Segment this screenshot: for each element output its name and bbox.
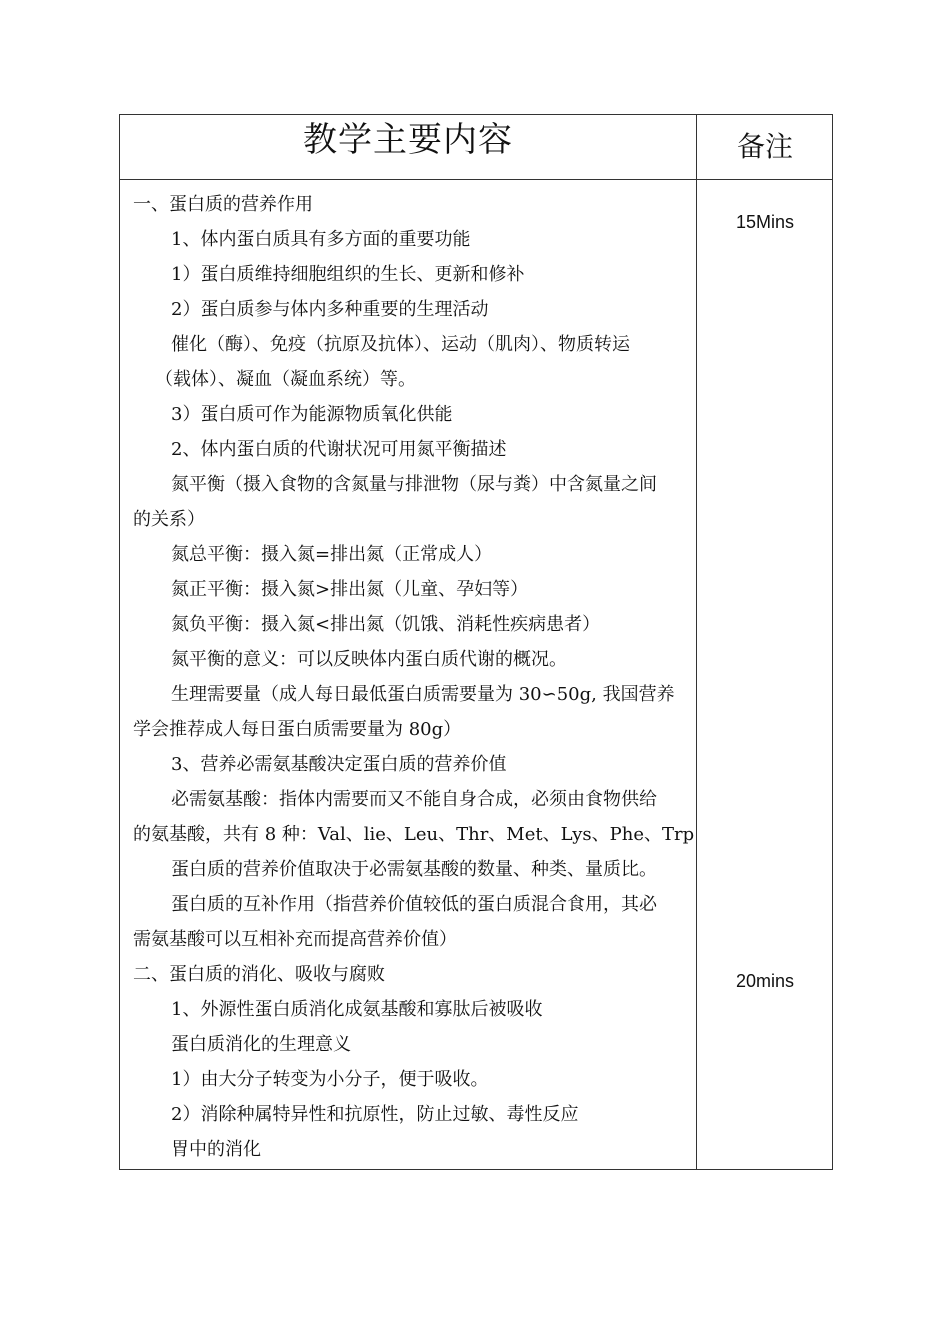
content-body [133, 187, 695, 1167]
content-line: 需氨基酸可以互相补充而提高营养价值） [133, 929, 457, 950]
content-line: 2）蛋白质参与体内多种重要的生理活动 [171, 299, 489, 320]
content-line: （载体）、凝血（凝血系统）等。 [155, 369, 416, 390]
content-line: 胃中的消化 [171, 1139, 261, 1160]
content-line: 氮总平衡：摄入氮=排出氮（正常成人） [171, 544, 493, 565]
notes-heading: 备注 [736, 130, 793, 163]
content-line: 2、体内蛋白质的代谢状况可用氮平衡描述 [171, 439, 507, 460]
note-time-1: 15Mins [735, 212, 795, 232]
main-content-heading: 教学主要内容 [303, 120, 513, 160]
content-line: 3、营养必需氨基酸决定蛋白质的营养价值 [171, 754, 507, 775]
section-heading-1: 一、蛋白质的营养作用 [133, 194, 313, 215]
content-line: 氮正平衡：摄入氮>排出氮（儿童、孕妇等） [171, 579, 529, 600]
content-line: 生理需要量（成人每日最低蛋白质需要量为 30∽50g, 我国营养 [171, 684, 675, 705]
content-line: 的关系） [133, 509, 205, 530]
content-line: 1、体内蛋白质具有多方面的重要功能 [171, 229, 471, 250]
content-line: 1、外源性蛋白质消化成氨基酸和寡肽后被吸收 [171, 999, 543, 1020]
content-line: 1）蛋白质维持细胞组织的生长、更新和修补 [171, 264, 525, 285]
content-line: 氮负平衡：摄入氮<排出氮（饥饿、消耗性疾病患者） [171, 614, 601, 635]
content-line: 蛋白质的互补作用（指营养价值较低的蛋白质混合食用，其必 [171, 894, 657, 915]
content-line: 氮平衡（摄入食物的含氮量与排泄物（尿与粪）中含氮量之间 [171, 474, 657, 495]
content-line: 氮平衡的意义：可以反映体内蛋白质代谢的概况。 [171, 649, 567, 670]
section-heading-2: 二、蛋白质的消化、吸收与腐败 [133, 964, 385, 985]
content-line: 必需氨基酸：指体内需要而又不能自身合成，必须由食物供给 [171, 789, 657, 810]
column-divider [696, 115, 697, 1169]
header-divider [120, 179, 832, 180]
content-line: 学会推荐成人每日蛋白质需要量为 80g） [133, 719, 462, 740]
note-time-2: 20mins [735, 971, 795, 991]
content-line: 蛋白质的营养价值取决于必需氨基酸的数量、种类、量质比。 [171, 859, 657, 880]
content-line: 的氨基酸，共有 8 种：Val、lie、Leu、Thr、Met、Lys、Phe、Trp [133, 824, 695, 845]
lesson-table [119, 114, 833, 1170]
content-line: 2）消除种属特异性和抗原性，防止过敏、毒性反应 [171, 1104, 579, 1125]
content-line: 催化（酶）、免疫（抗原及抗体）、运动（肌肉）、物质转运 [171, 334, 630, 355]
content-line: 1）由大分子转变为小分子，便于吸收。 [171, 1069, 489, 1090]
content-line: 蛋白质消化的生理意义 [171, 1034, 351, 1055]
content-line: 3）蛋白质可作为能源物质氧化供能 [171, 404, 453, 425]
